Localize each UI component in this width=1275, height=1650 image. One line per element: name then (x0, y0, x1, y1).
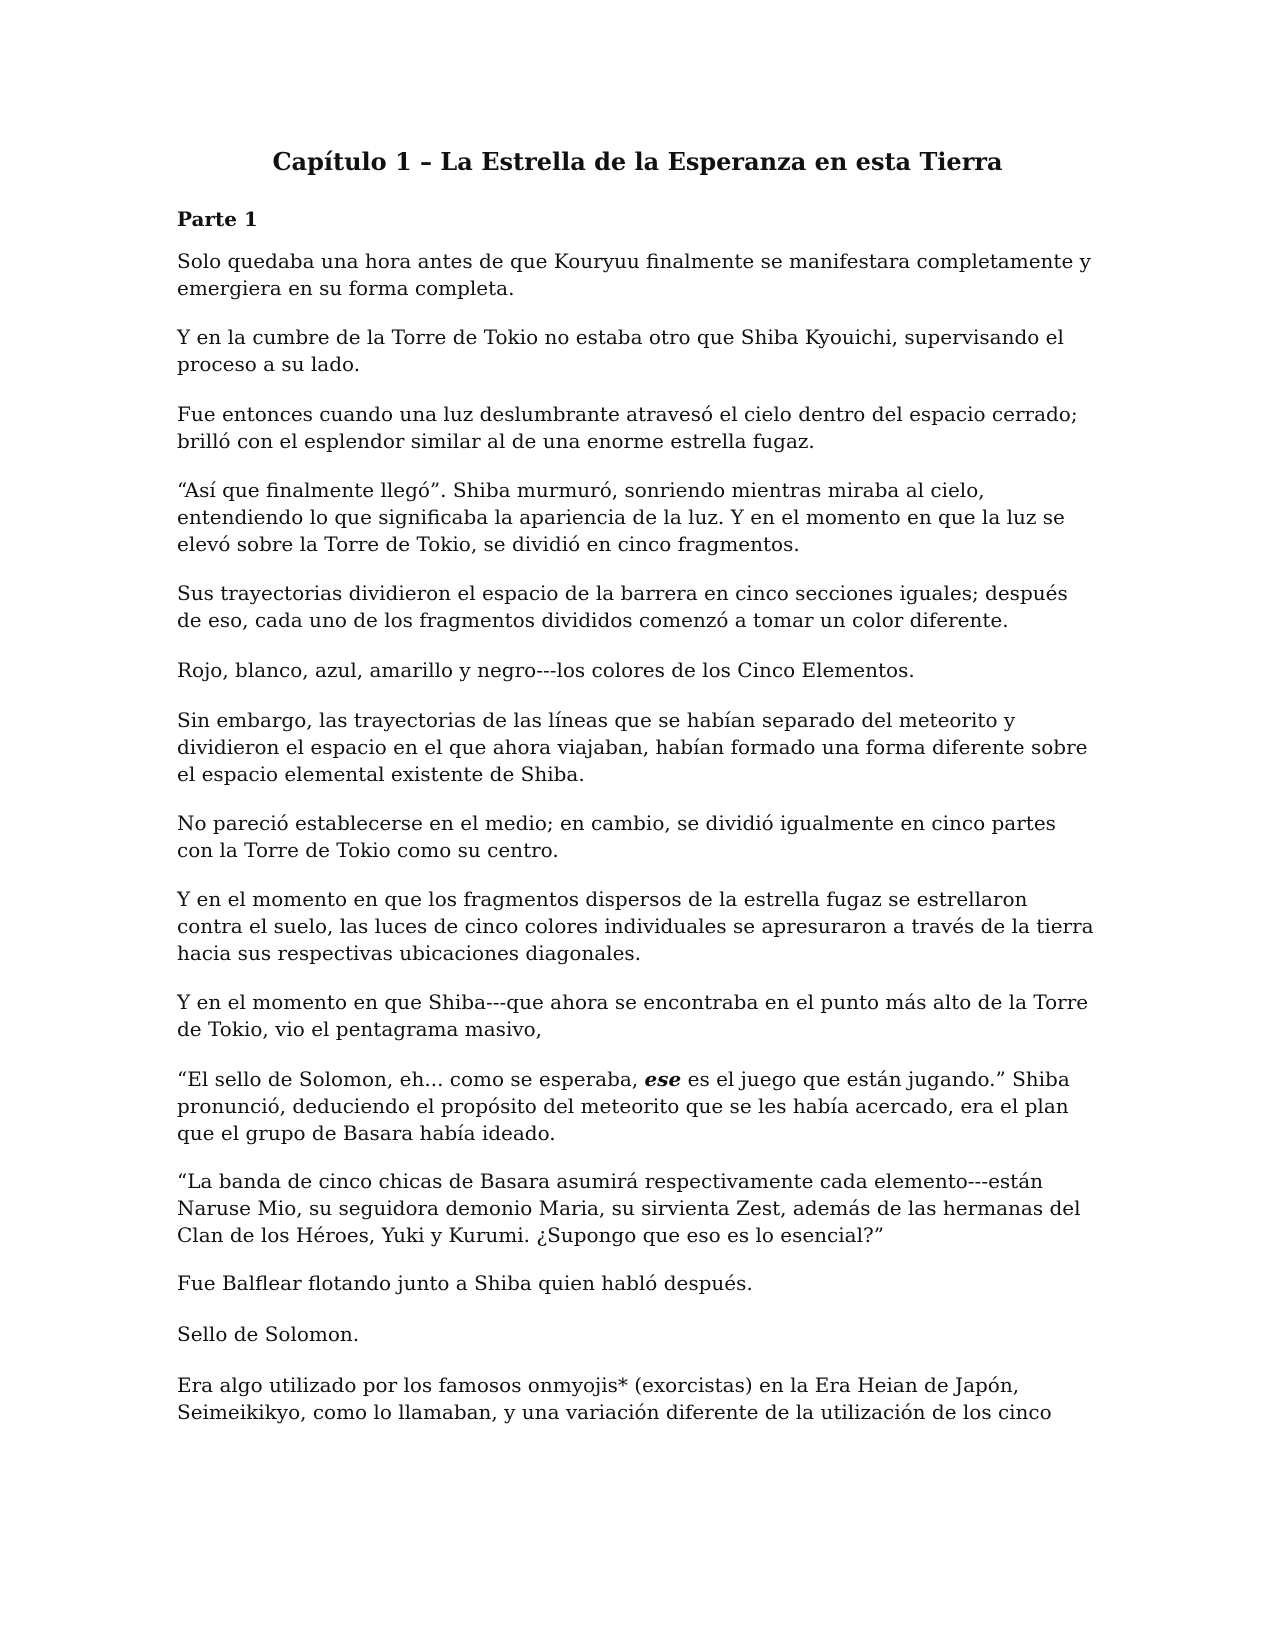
section-heading: Parte 1 (177, 207, 258, 231)
paragraph: Sello de Solomon. (177, 1322, 360, 1346)
paragraph-text: “El sello de Solomon, eh... como se esperaba, (177, 1067, 645, 1091)
paragraph: No pareció establecerse en el medio; en cambio, se dividió igualmente en cinco partes con la Torre de Tokio como su centro. (177, 811, 1056, 862)
paragraph: Y en el momento en que Shiba---que ahora se encontraba en el punto más alto de la Torre de Tokio, vio el pentagrama masivo, (177, 990, 1089, 1041)
paragraph: “Así que finalmente llegó”. Shiba murmuró, sonriendo mientras miraba al cielo, entendiendo lo que significaba la apariencia de la luz. Y en el momento en que la luz se elevó sobre la Torre de Tokio, se dividió en cinco fragmentos. (177, 478, 1065, 556)
paragraph: Y en la cumbre de la Torre de Tokio no estaba otro que Shiba Kyouichi, supervisando el proceso a su lado. (177, 325, 1064, 376)
chapter-title: Capítulo 1 – La Estrella de la Esperanza en esta Tierra (272, 147, 1003, 176)
paragraph: Fue entonces cuando una luz deslumbrante atravesó el cielo dentro del espacio cerrado; brilló con el esplendor similar al de una enorme estrella fugaz. (177, 402, 1078, 453)
paragraph: Solo quedaba una hora antes de que Kouryuu finalmente se manifestara completamente y emergiera en su forma completa. (177, 249, 1091, 300)
paragraph: Fue Balflear flotando junto a Shiba quien habló después. (177, 1271, 753, 1295)
paragraph: Y en el momento en que los fragmentos dispersos de la estrella fugaz se estrellaron contra el suelo, las luces de cinco colores individuales se apresuraron a través de la tierra hacia sus respectivas ubicaciones diagonales. (177, 887, 1094, 965)
paragraph-with-emphasis (177, 1066, 1097, 1147)
paragraph: Rojo, blanco, azul, amarillo y negro---los colores de los Cinco Elementos. (177, 658, 915, 682)
paragraph: Sin embargo, las trayectorias de las líneas que se habían separado del meteorito y dividieron el espacio en el que ahora viajaban, habían formado una forma diferente sobre el espacio elemental existente de Shiba. (177, 708, 1088, 786)
paragraph: Era algo utilizado por los famosos onmyojis* (exorcistas) en la Era Heian de Japón, Seimeikikyo, como lo llamaban, y una variación diferente de la utilización de los cinco (177, 1373, 1052, 1424)
paragraph-text: es el juego que están jugando.” Shiba pronunció, deduciendo el propósito del meteorito que se les había acercado, era el plan que el grupo de Basara había ideado. (177, 1067, 1070, 1145)
paragraph: “La banda de cinco chicas de Basara asumirá respectivamente cada elemento---están Naruse Mio, su seguidora demonio Maria, su sirvienta Zest, además de las hermanas del Clan de los Héroes, Yuki y Kurumi. ¿Supongo que eso es lo esencial?” (177, 1169, 1081, 1247)
emphasized-word: ese (644, 1067, 682, 1091)
paragraph: Sus trayectorias dividieron el espacio de la barrera en cinco secciones iguales; después de eso, cada uno de los fragmentos divididos comenzó a tomar un color diferente. (177, 581, 1068, 632)
